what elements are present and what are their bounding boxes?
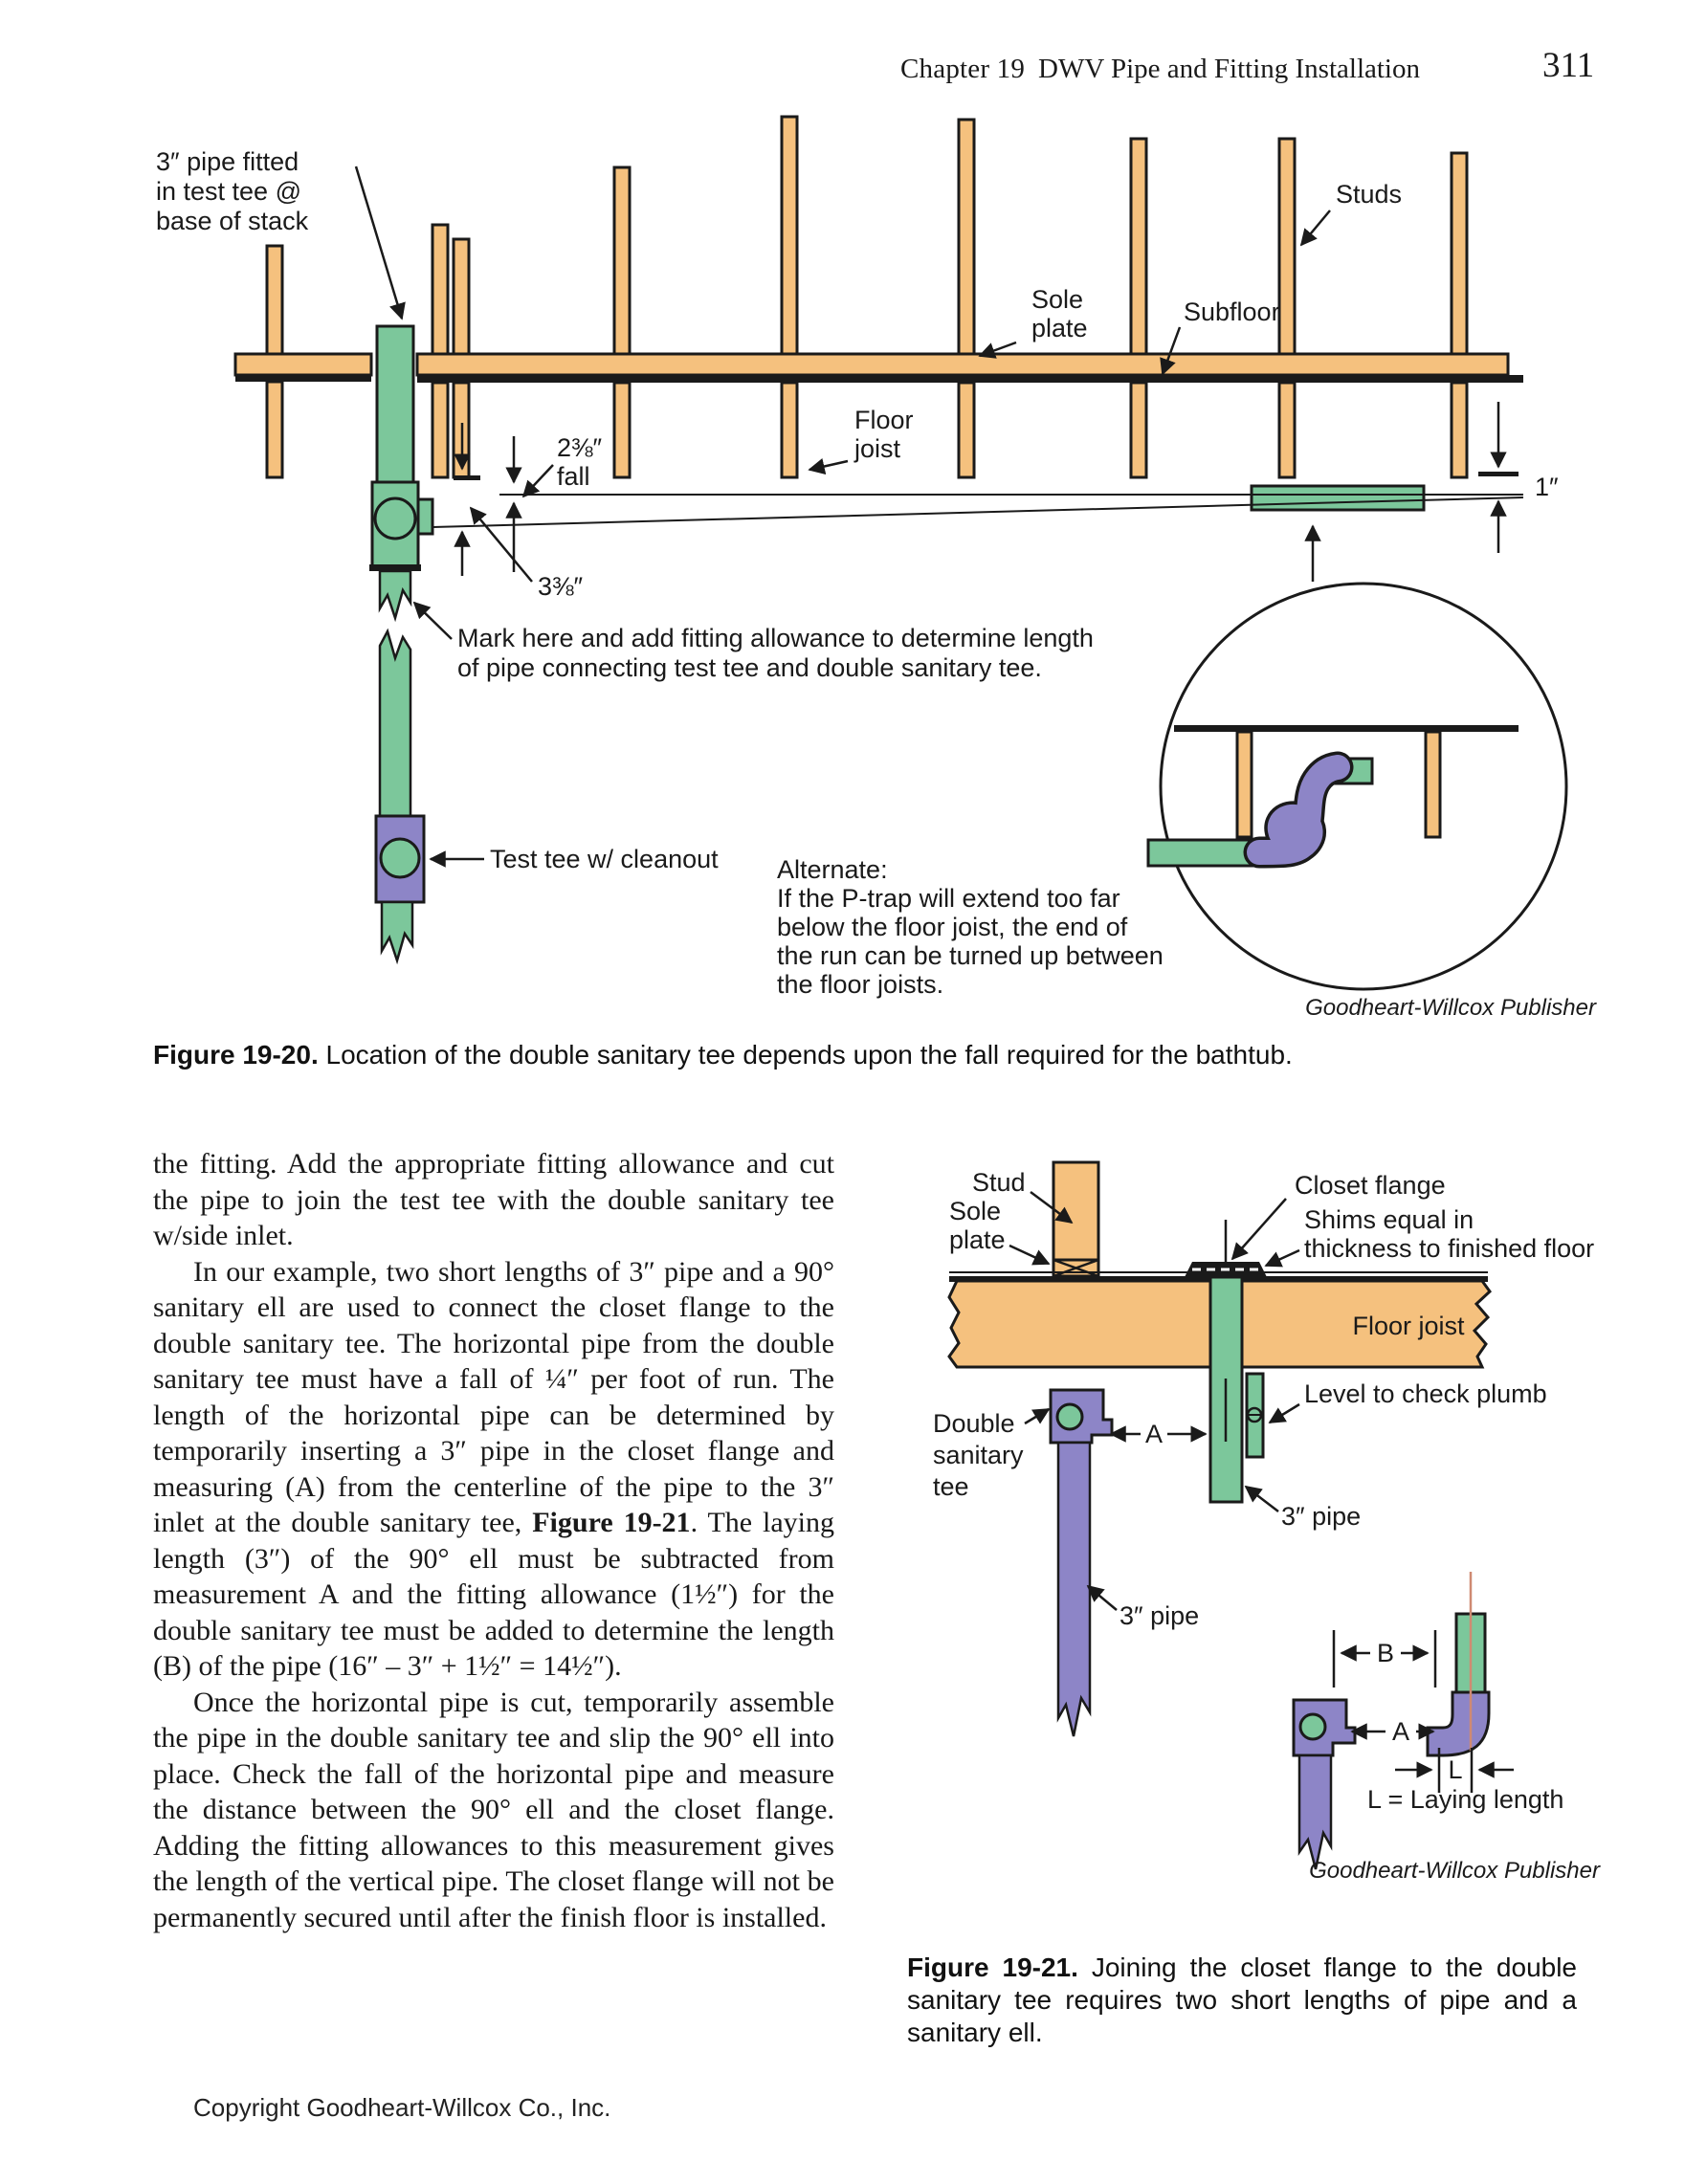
laying-length-label: L = Laying length: [1367, 1785, 1564, 1814]
pipe3-green-label: [1246, 1487, 1361, 1531]
svg-text:If the P-trap will extend too: If the P-trap will extend too far: [777, 884, 1120, 913]
svg-text:Level to check plumb: Level to check plumb: [1304, 1379, 1547, 1408]
svg-text:3″ pipe: 3″ pipe: [1120, 1601, 1200, 1630]
svg-text:Test tee w/ cleanout: Test tee w/ cleanout: [490, 845, 719, 873]
double-sanitary-tee: [1051, 1390, 1112, 1736]
one-inch-dimension: [1478, 402, 1519, 553]
level-label: [1270, 1379, 1547, 1423]
figure-19-20-caption-label: Figure 19-20.: [153, 1040, 319, 1070]
svg-text:A: A: [1144, 1420, 1164, 1448]
svg-text:Shims equal in: Shims equal in: [1304, 1205, 1474, 1234]
ninety-degree-ell: [1428, 1692, 1489, 1755]
svg-text:the run can be turned up betwe: the run can be turned up between: [777, 941, 1164, 970]
body-text-column: [153, 1146, 834, 1935]
fall-label: [523, 433, 603, 496]
figure-19-21-caption-label: Figure 19-21.: [907, 1952, 1078, 1982]
ell-assembly: [1294, 1572, 1563, 1869]
tee-pipe-below: [1299, 1755, 1331, 1869]
dim-l-label: L: [1448, 1755, 1463, 1784]
svg-text:Stud: Stud: [972, 1168, 1026, 1197]
dim-1in-label: 1″: [1535, 473, 1559, 501]
figure-19-21-caption: [907, 1952, 1577, 2049]
svg-text:in test tee @: in test tee @: [156, 177, 301, 206]
svg-text:3″ pipe fitted: 3″ pipe fitted: [156, 147, 299, 176]
shims-label: [1266, 1205, 1594, 1266]
svg-text:below the floor joist, the end: below the floor joist, the end of: [777, 913, 1128, 941]
footer-copyright: Copyright Goodheart-Willcox Co., Inc.: [193, 2093, 611, 2122]
figure-19-20-credit: Goodheart-Willcox Publisher: [1305, 995, 1596, 1021]
soil-stack: [369, 326, 432, 960]
header-title: DWV Pipe and Fitting Installation: [1038, 54, 1420, 84]
sole-plate-label: [949, 1197, 1049, 1264]
dim-b-label: B: [1376, 1639, 1395, 1667]
svg-text:Sole: Sole: [949, 1197, 1002, 1225]
floor-joist-label: [809, 406, 914, 470]
svg-text:the floor joists.: the floor joists.: [777, 970, 944, 999]
dim-a-lower-label: A: [1391, 1717, 1410, 1746]
svg-text:tee: tee: [933, 1472, 969, 1501]
svg-text:Closet flange: Closet flange: [1295, 1171, 1446, 1200]
figure-19-20-caption: [153, 1039, 1521, 1071]
studs-label: [1301, 180, 1402, 245]
svg-text:Double: Double: [933, 1409, 1015, 1438]
svg-text:plate: plate: [1031, 314, 1088, 342]
svg-text:thickness to finished floor: thickness to finished floor: [1304, 1234, 1595, 1263]
paragraph-3: Once the horizontal pipe is cut, temporarily assemble the pipe in the double sanitary tee and slip the 90° ell into place. Check the fall of the horizontal pipe and measure the distance between the 90° ell and the closet flange. Adding the fitting allowances to this measurement gives the length of the vertical pipe. The closet flange will not be permanently secured until after the finish floor is installed.: [153, 1686, 834, 1933]
alternate-note: [777, 855, 1164, 999]
svg-text:3″ pipe: 3″ pipe: [1281, 1502, 1362, 1531]
horizontal-pipe: [1252, 486, 1424, 510]
pipe3-purple-label: [1088, 1586, 1199, 1630]
figure-19-21-reference: Figure 19-21: [532, 1507, 691, 1538]
p-trap-inset: [1148, 526, 1566, 989]
svg-text:base of stack: base of stack: [156, 207, 309, 235]
fall-dimension-arrows: [454, 423, 514, 576]
figure-19-20-diagram: [0, 86, 1707, 1052]
header-page-number: 311: [1542, 46, 1595, 85]
framing-left-segment: [235, 246, 371, 477]
svg-text:Alternate:: Alternate:: [777, 855, 888, 884]
svg-text:sanitary: sanitary: [933, 1441, 1024, 1469]
framing-right-segment: [417, 117, 1523, 477]
dim-a-upper: [1111, 1420, 1206, 1448]
dim-338-label: [471, 508, 584, 601]
figure-19-21-caption-text: Joining the closet flange to the double sanitary tee requires two short lengths of pipe and a sanitary ell.: [907, 1952, 1577, 2047]
svg-text:Mark here and add fitting allo: Mark here and add fitting allowance to determine length: [457, 624, 1094, 652]
svg-text:plate: plate: [949, 1225, 1006, 1254]
svg-text:of pipe connecting test tee an: of pipe connecting test tee and double sanitary tee.: [457, 653, 1042, 682]
paragraph-1: the fitting. Add the appropriate fitting allowance and cut the pipe to join the test tee with the double sanitary tee w/side inlet.: [153, 1148, 834, 1251]
svg-text:3⅜″: 3⅜″: [538, 572, 584, 601]
header-chapter: Chapter 19: [900, 54, 1026, 84]
svg-text:joist: joist: [854, 434, 901, 463]
svg-text:fall: fall: [557, 462, 590, 491]
double-sanitary-tee-label: [933, 1409, 1049, 1501]
svg-text:2⅜″: 2⅜″: [557, 433, 603, 462]
mark-here-note: [414, 603, 1094, 682]
svg-text:Floor: Floor: [854, 406, 914, 434]
figure-19-20-caption-text: Location of the double sanitary tee depends upon the fall required for the bathtub.: [325, 1040, 1293, 1070]
figure-19-21-diagram: [899, 1138, 1707, 1904]
svg-text:Studs: Studs: [1336, 180, 1403, 209]
test-tee-label: [431, 845, 719, 873]
paragraph-2: In our example, two short lengths of 3″ pipe and a 90° sanitary ell are used to connect the closet flange to the double sanitary tee. The horizontal pipe from the double sanitary tee must have a fall of ¼″ per foot of run. The length of the horizontal pipe can be determined by temporarily inserting a 3″ pipe in the closet flange and measuring (A) from the centerline of the pipe to the 3″ inlet at the double sanitary tee, Figure 19-21. The laying length (3″) of the 90° ell must be subtracted from measurement A and the fitting allowance (1½″) for the double sanitary tee must be added to determine the length (B) of the pipe (16″ – 3″ + 1½″ = 14½″).: [153, 1255, 834, 1682]
svg-text:Sole: Sole: [1031, 285, 1084, 314]
figure-19-21-credit: Goodheart-Willcox Publisher: [1309, 1858, 1600, 1884]
level-tool: [1246, 1374, 1263, 1457]
floor-joist-label: Floor joist: [1352, 1312, 1465, 1340]
svg-text:Subfloor: Subfloor: [1184, 298, 1280, 326]
sole-plate-label: [980, 285, 1088, 356]
